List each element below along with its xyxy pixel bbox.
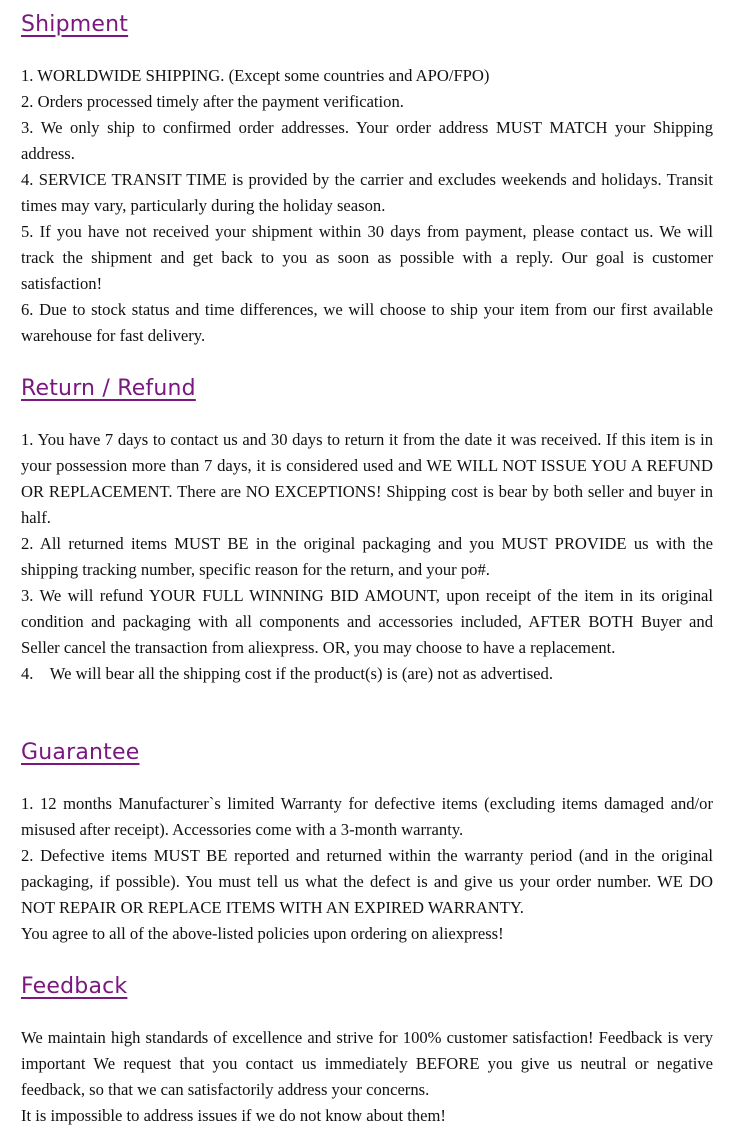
guarantee-heading: Guarantee	[21, 740, 140, 765]
return-refund-section	[21, 374, 713, 687]
feedback-heading: Feedback	[21, 974, 128, 999]
feedback-item-1: We maintain high standards of excellence and strive for 100% customer satisfaction! Feedback is very important We request that you contact us immediately BEFORE you give us neutral or negative feedback, so that we can satisfactorily address your concerns.	[21, 1028, 713, 1099]
shipment-item-1: 1. WORLDWIDE SHIPPING. (Except some countries and APO/FPO)	[21, 66, 490, 85]
shipment-item-2: 2. Orders processed timely after the payment verification.	[21, 92, 404, 111]
return-refund-heading: Return / Refund	[21, 376, 196, 401]
guarantee-item-2: 2. Defective items MUST BE reported and returned within the warranty period (and in the original packaging, if possible). You must tell us what the defect is and give us your order number. WE DO NOT REPAIR OR REPLACE ITEMS WITH AN EXPIRED WARRANTY.	[21, 846, 713, 917]
shipment-item-4: 4. SERVICE TRANSIT TIME is provided by the carrier and excludes weekends and holidays. Transit times may vary, particularly during the holiday season.	[21, 170, 713, 215]
shipment-item-5: 5. If you have not received your shipment within 30 days from payment, please contact us. We will track the shipment and get back to you as soon as possible with a reply. Our goal is customer satisfaction!	[21, 222, 713, 293]
shipment-item-3: 3. We only ship to confirmed order addresses. Your order address MUST MATCH your Shipping address.	[21, 118, 713, 163]
feedback-section	[21, 972, 713, 1129]
guarantee-body	[21, 791, 713, 947]
shipment-body	[21, 63, 713, 349]
return-item-2: 2. All returned items MUST BE in the original packaging and you MUST PROVIDE us with the shipping tracking number, specific reason for the return, and your po#.	[21, 534, 713, 579]
return-item-1: 1. You have 7 days to contact us and 30 days to return it from the date it was received. If this item is in your possession more than 7 days, it is considered used and WE WILL NOT ISSUE YOU A REFUND OR REPLACEMENT. There are NO EXCEPTIONS! Shipping cost is bear by both seller and buyer in half.	[21, 430, 713, 527]
return-item-4: 4. We will bear all the shipping cost if the product(s) is (are) not as advertised.	[21, 664, 553, 683]
feedback-item-2: It is impossible to address issues if we do not know about them!	[21, 1106, 446, 1125]
return-refund-body	[21, 427, 713, 687]
guarantee-section	[21, 738, 713, 947]
shipment-item-6: 6. Due to stock status and time differences, we will choose to ship your item from our first available warehouse for fast delivery.	[21, 300, 713, 345]
guarantee-item-1: 1. 12 months Manufacturer`s limited Warranty for defective items (excluding items damaged and/or misused after receipt). Accessories come with a 3-month warranty.	[21, 794, 713, 839]
shipment-section	[21, 10, 713, 349]
guarantee-item-3: You agree to all of the above-listed policies upon ordering on aliexpress!	[21, 924, 504, 943]
return-item-3: 3. We will refund YOUR FULL WINNING BID AMOUNT, upon receipt of the item in its original condition and packaging with all components and accessories included, AFTER BOTH Buyer and Seller cancel the transaction from aliexpress. OR, you may choose to have a replacement.	[21, 586, 713, 657]
shipment-heading: Shipment	[21, 12, 129, 37]
feedback-body	[21, 1025, 713, 1129]
